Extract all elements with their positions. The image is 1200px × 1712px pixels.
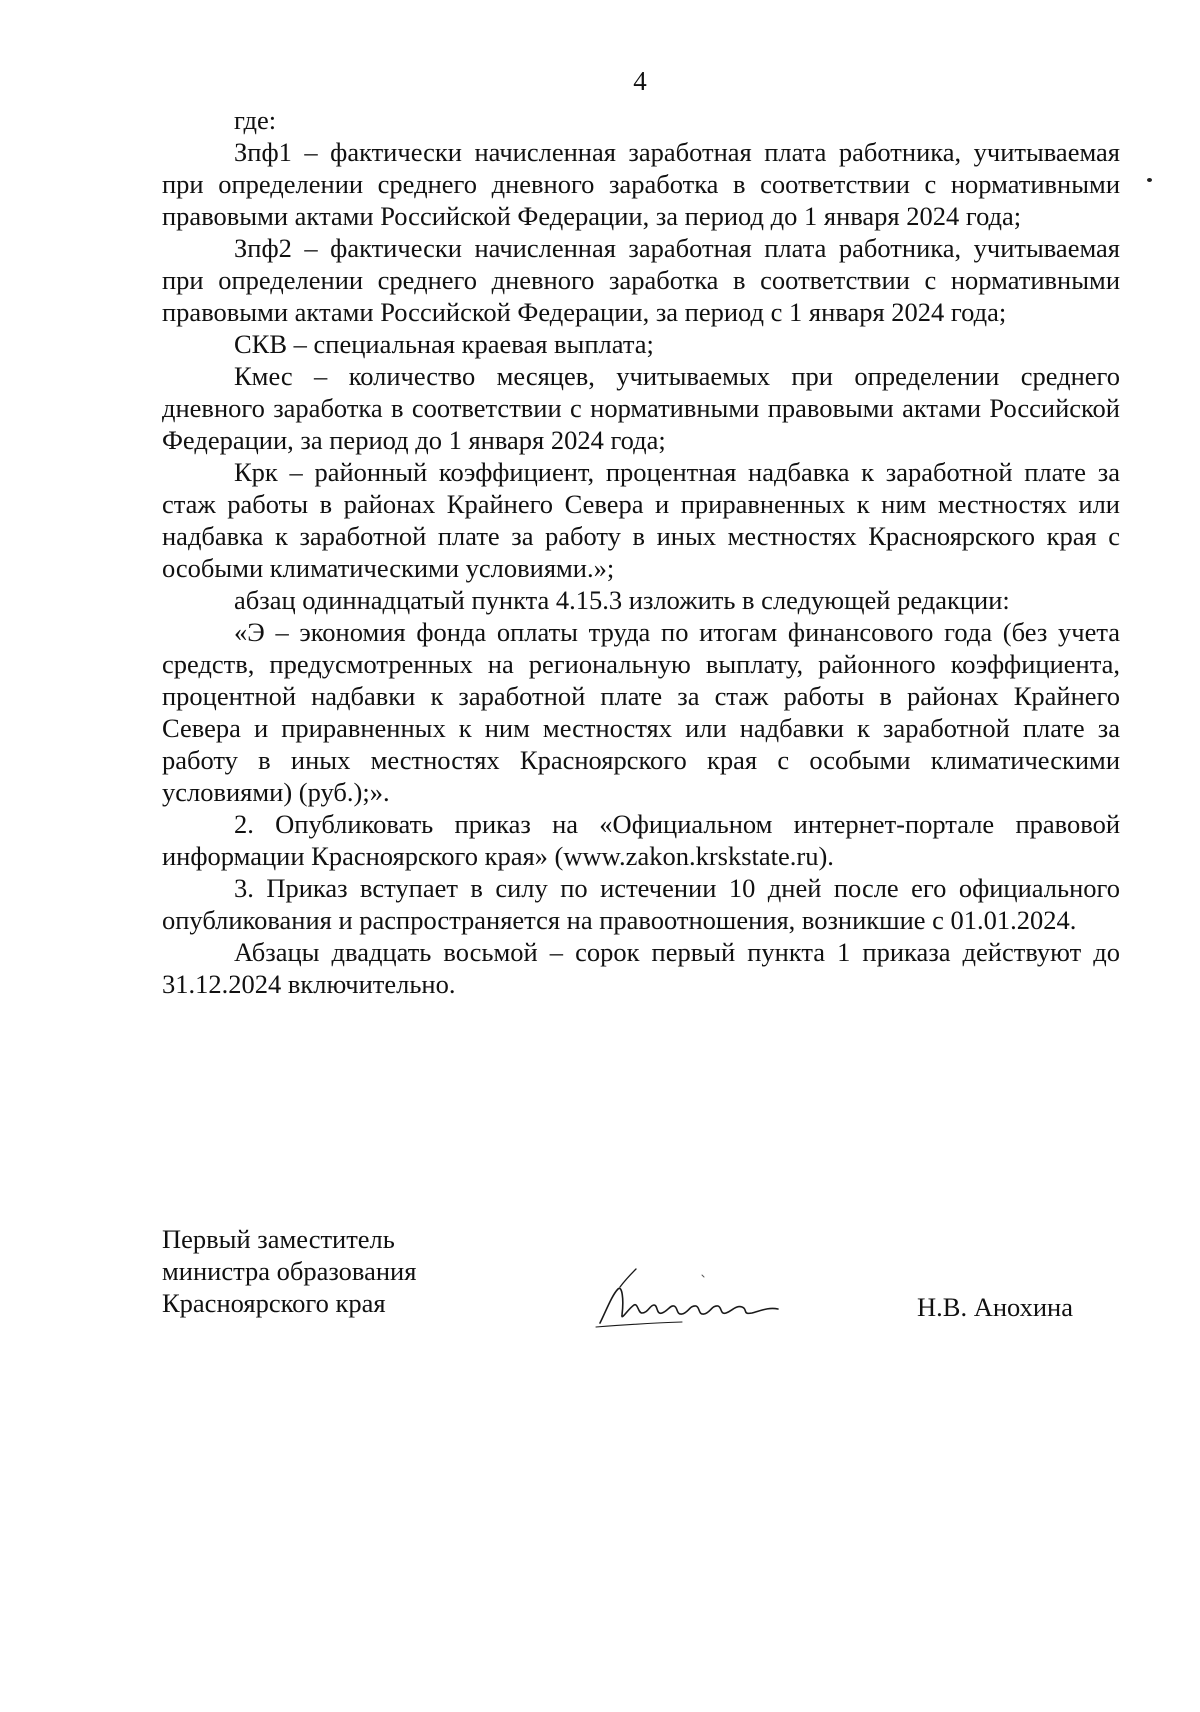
signatory-name: Н.В. Анохина <box>917 1292 1073 1322</box>
paragraph-validity: Абзацы двадцать восьмой – сорок первый пункта 1 приказа действуют до 31.12.2024 включительно. <box>162 937 1120 999</box>
paragraph-where: где: <box>234 105 277 135</box>
paragraph-krk: Крк – районный коэффициент, процентная надбавка к заработной плате за стаж работы в районах Крайнего Севера и приравненных к ним местностях или надбавка к заработной плате за работу в иных местностях Красноярского края с особыми климатическими условиями.»; <box>162 457 1120 583</box>
paragraph-kmes: Кмес – количество месяцев, учитываемых при определении среднего дневного заработка в соответствии с нормативными правовыми актами Российской Федерации, за период до 1 января 2024 года; <box>162 361 1120 455</box>
paragraph-skv: СКВ – специальная краевая выплата; <box>234 329 654 359</box>
document-body <box>162 104 1120 1000</box>
handwritten-signature <box>592 1265 792 1335</box>
signatory-title-line: министра образования <box>162 1256 417 1286</box>
signature-block <box>162 1223 1120 1343</box>
paragraph-item-3-effective: 3. Приказ вступает в силу по истечении 10 дней после его официального опубликования и распространяется на правоотношения, возникшие с 01.01.2024. <box>162 873 1120 935</box>
paragraph-item-2-publish: 2. Опубликовать приказ на «Официальном интернет-портале правовой информации Красноярского края» (www.zakon.krskstate.ru). <box>162 809 1120 871</box>
page-number: 4 <box>633 66 647 96</box>
paragraph-economy-definition: «Э – экономия фонда оплаты труда по итогам финансового года (без учета средств, предусмотренных на региональную выплату, районного коэффициента, процентной надбавки к заработной плате за стаж работы в районах Крайнего Севера и приравненных к ним местностях или надбавки к заработной плате за работу в иных местностях Красноярского края с особыми климатическими условиями) (руб.);». <box>162 617 1120 807</box>
signatory-title-line: Красноярского края <box>162 1288 386 1318</box>
signatory-title <box>162 1223 416 1319</box>
paragraph-zpf1: Зпф1 – фактически начисленная заработная плата работника, учитываемая при определении среднего дневного заработка в соответствии с нормативными правовыми актами Российской Федерации, за период до 1 января 2024 года; <box>162 137 1120 231</box>
paragraph-zpf2: Зпф2 – фактически начисленная заработная плата работника, учитываемая при определении среднего дневного заработка в соответствии с нормативными правовыми актами Российской Федерации, за период с 1 января 2024 года; <box>162 233 1120 327</box>
scan-speck <box>1147 178 1152 182</box>
paragraph-amend-4-15-3: абзац одиннадцатый пункта 4.15.3 изложить в следующей редакции: <box>234 585 1010 615</box>
signatory-title-line: Первый заместитель <box>162 1224 395 1254</box>
